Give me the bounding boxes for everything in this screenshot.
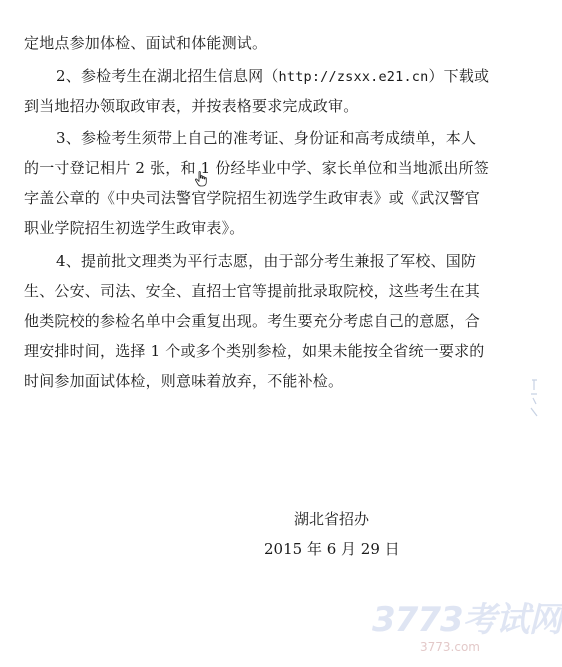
paragraph-2-text-a: 2、参检考生在湖北招生信息网（: [56, 67, 279, 85]
paragraph-2-line-2: 到当地招办领取政审表，并按表格要求完成政审。: [24, 97, 359, 115]
watermark-url: 3773.com: [420, 640, 480, 654]
website-url[interactable]: http://zsxx.e21.cn: [278, 69, 429, 85]
paragraph-3-line-2: 的一寸登记相片 2 张，和 1 份经毕业中学、家长单位和当地派出所签: [24, 159, 489, 177]
signature-date: 2015 年 6 月 29 日: [264, 540, 400, 558]
watermark-brand: 3773考试网: [372, 600, 562, 640]
paragraph-4-line-4: 理安排时间，选择 1 个或多个类别参检，如果未能按全省统一要求的: [24, 342, 485, 360]
paragraph-3-line-3: 字盖公章的《中央司法警官学院招生初选学生政审表》或《武汉警官: [24, 189, 481, 207]
page-edge-mark: [528, 378, 538, 418]
paragraph-2-text-b: ）下载或: [428, 67, 490, 85]
paragraph-4-line-3: 他类院校的参检名单中会重复出现。考生要充分考虑自己的意愿，合: [24, 312, 481, 330]
signature-org: 湖北省招办: [294, 510, 370, 528]
paragraph-4-line-1: 4、提前批文理类为平行志愿，由于部分考生兼报了军校、国防: [56, 252, 477, 270]
paragraph-2-line-1: [56, 66, 520, 87]
paragraph-3-line-4: 职业学院招生初选学生政审表》。: [24, 219, 245, 237]
hand-cursor-icon: [194, 171, 208, 187]
paragraph-3-line-1: 3、参检考生须带上自己的准考证、身份证和高考成绩单，本人: [56, 129, 477, 147]
site-watermark: [372, 600, 562, 662]
paragraph-4-line-2: 生、公安、司法、安全、直招士官等提前批录取院校，这些考生在其: [24, 282, 481, 300]
paragraph-1-end: 定地点参加体检、面试和体能测试。: [24, 34, 268, 52]
paragraph-4-line-5: 时间参加面试体检，则意味着放弃，不能补检。: [24, 372, 344, 390]
